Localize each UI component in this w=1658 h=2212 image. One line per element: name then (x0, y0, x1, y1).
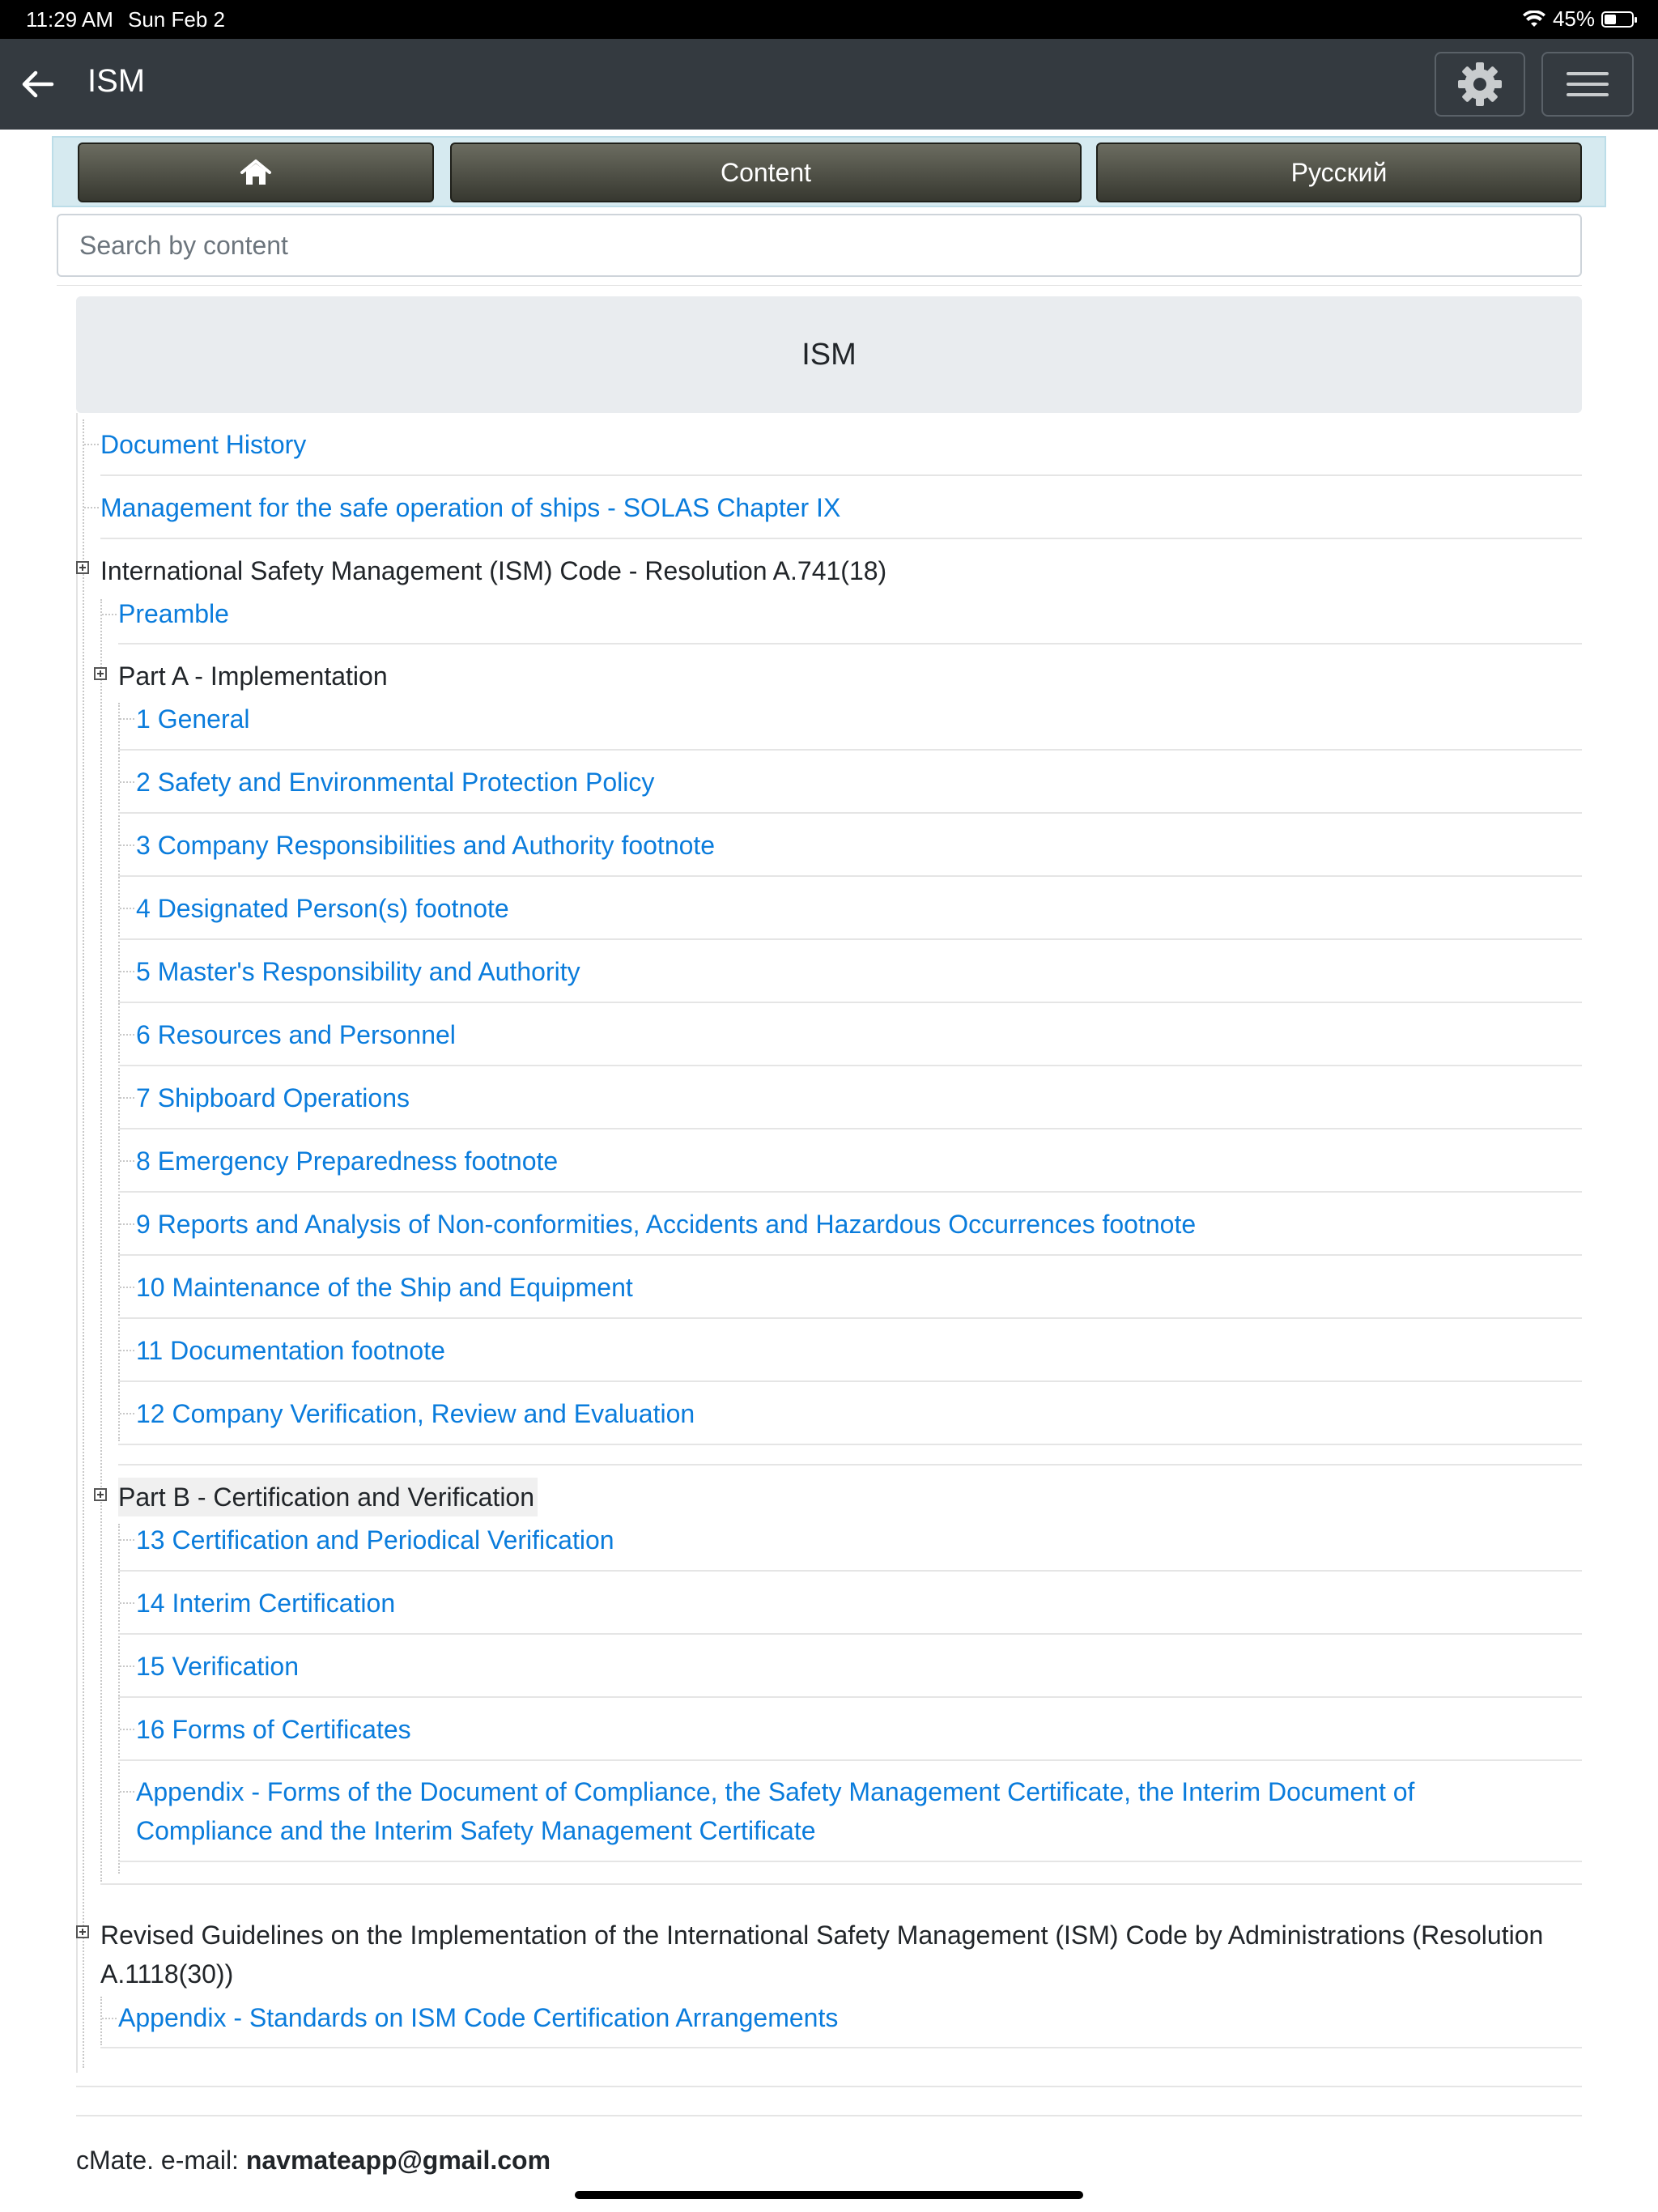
tree-branch (120, 1602, 134, 1604)
tree-link-standards[interactable]: Appendix - Standards on ISM Code Certification Arrangements (118, 2003, 839, 2032)
tree-link-section[interactable]: 15 Verification (136, 1652, 300, 1681)
toolbar (52, 136, 1606, 207)
row-divider (118, 1317, 1582, 1319)
menu-button[interactable] (1541, 52, 1634, 117)
expand-icon[interactable] (94, 1488, 107, 1501)
hamburger-icon (1567, 65, 1609, 104)
tree-branch (120, 844, 134, 846)
tree-node-part-b[interactable]: Part B - Certification and Verification (118, 1478, 538, 1516)
row-divider (100, 2047, 1582, 2048)
tree-branch (84, 444, 99, 445)
row-divider (100, 474, 1582, 476)
tree-branch (120, 1160, 134, 1162)
tree-link-section[interactable]: 14 Interim Certification (136, 1589, 396, 1618)
tree-branch (120, 1413, 134, 1414)
row-divider (118, 749, 1582, 751)
tree-link-document-history[interactable]: Document History (100, 430, 307, 459)
tree-guide (83, 419, 84, 2068)
content-button[interactable]: Content (450, 143, 1082, 202)
tree-branch (120, 908, 134, 909)
row-divider (118, 875, 1582, 877)
expand-icon[interactable] (76, 1925, 89, 1938)
tree-branch (120, 1729, 134, 1730)
tree-link-appendix-forms-cont[interactable]: Compliance and the Interim Safety Management Certificate (136, 1816, 816, 1845)
status-date: Sun Feb 2 (128, 7, 225, 32)
row-divider (118, 1065, 1582, 1066)
language-button[interactable]: Русский (1096, 143, 1582, 202)
row-divider (100, 1883, 1582, 1885)
expand-icon[interactable] (76, 561, 89, 574)
tree-link-appendix-forms[interactable]: Appendix - Forms of the Document of Compliance, the Safety Management Certificate, the Interim Document of (136, 1777, 1415, 1806)
battery-icon (1601, 11, 1634, 28)
tree-guide (100, 599, 102, 1882)
row-divider (118, 1570, 1582, 1572)
gear-icon (1456, 60, 1504, 108)
tree-link-section[interactable]: 16 Forms of Certificates (136, 1715, 411, 1744)
tree-link-section[interactable]: 4 Designated Person(s) footnote (136, 894, 509, 923)
tree-link-section[interactable]: 13 Certification and Periodical Verification (136, 1525, 614, 1555)
status-time: 11:29 AM (26, 7, 113, 32)
tree-link-section[interactable]: 11 Documentation footnote (136, 1336, 445, 1365)
tree-node-revised-guidelines[interactable]: Revised Guidelines on the Implementation of the International Safety Management (ISM) Code by Administrations (Resolution (100, 1921, 1544, 1950)
app-navbar (0, 39, 1658, 130)
tree-node-ism-code[interactable]: International Safety Management (ISM) Code - Resolution A.741(18) (100, 556, 887, 585)
tree-branch (120, 1665, 134, 1667)
tree-link-solas[interactable]: Management for the safe operation of ships - SOLAS Chapter IX (100, 493, 841, 522)
row-divider (118, 1633, 1582, 1635)
row-divider (118, 643, 1582, 644)
tree-branch (120, 1539, 134, 1541)
divider (57, 285, 1582, 286)
tree-link-section[interactable]: 7 Shipboard Operations (136, 1083, 410, 1112)
row-divider (118, 1759, 1582, 1761)
tree-branch (102, 2018, 117, 2019)
row-divider (118, 1380, 1582, 1382)
tree-branch (120, 1097, 134, 1099)
settings-button[interactable] (1435, 52, 1525, 117)
row-divider (100, 538, 1582, 539)
status-right (1522, 6, 1634, 32)
row-divider (118, 1002, 1582, 1003)
tree-link-section[interactable]: 2 Safety and Environmental Protection Policy (136, 768, 655, 797)
footer-prefix: cMate. e-mail: (76, 2146, 246, 2175)
tree-branch (120, 1791, 134, 1793)
tree-link-section[interactable]: 8 Emergency Preparedness footnote (136, 1146, 559, 1176)
footer-email[interactable]: navmateapp@gmail.com (245, 2146, 551, 2175)
tree-link-section[interactable]: 5 Master's Responsibility and Authority (136, 957, 580, 986)
back-arrow-icon[interactable] (21, 68, 57, 100)
tree-link-preamble[interactable]: Preamble (118, 599, 229, 628)
tree-branch (120, 1287, 134, 1288)
wifi-icon (1522, 11, 1546, 28)
row-divider (118, 1444, 1582, 1445)
home-indicator (575, 2191, 1083, 2199)
tree-branch (120, 718, 134, 720)
tree-branch (120, 781, 134, 783)
footer (76, 2146, 551, 2176)
tree-branch (102, 614, 117, 615)
row-divider (118, 812, 1582, 814)
row-divider (118, 1191, 1582, 1193)
status-bar (0, 0, 1658, 39)
row-divider (118, 1696, 1582, 1698)
row-divider (118, 1254, 1582, 1256)
tree-guide (100, 1997, 102, 2045)
tree-branch (120, 1223, 134, 1225)
tree-border (76, 413, 78, 2073)
battery-level (1605, 15, 1616, 24)
row-divider (118, 1861, 1582, 1862)
row-divider (118, 1128, 1582, 1129)
expand-icon[interactable] (94, 667, 107, 680)
nav-title: ISM (87, 63, 146, 99)
tree-link-section[interactable]: 3 Company Responsibilities and Authority footnote (136, 831, 716, 860)
tree-link-section[interactable]: 12 Company Verification, Review and Evaluation (136, 1399, 695, 1428)
tree-link-section[interactable]: 1 General (136, 704, 250, 734)
tree-node-revised-guidelines-cont[interactable]: A.1118(30)) (100, 1959, 234, 1989)
tree-branch (120, 1034, 134, 1036)
tree-node-part-a[interactable]: Part A - Implementation (118, 661, 388, 691)
home-icon (240, 159, 272, 186)
tree-bottom-rule (76, 2086, 1582, 2087)
tree-link-section[interactable]: 6 Resources and Personnel (136, 1020, 456, 1049)
tree-branch (84, 507, 99, 508)
tree-link-section[interactable]: 10 Maintenance of the Ship and Equipment (136, 1273, 633, 1302)
battery-percent: 45% (1552, 6, 1595, 31)
tree-guide (118, 1524, 120, 1874)
row-divider (118, 1464, 1582, 1465)
row-divider (118, 938, 1582, 940)
page-title: ISM (76, 296, 1582, 413)
footer-rule (76, 2115, 1582, 2116)
tree-branch (120, 1350, 134, 1351)
tree-branch (120, 971, 134, 972)
home-button[interactable] (78, 143, 434, 202)
tree-link-section[interactable]: 9 Reports and Analysis of Non-conformities, Accidents and Hazardous Occurrences footnote (136, 1210, 1197, 1239)
search-input[interactable] (57, 214, 1582, 277)
